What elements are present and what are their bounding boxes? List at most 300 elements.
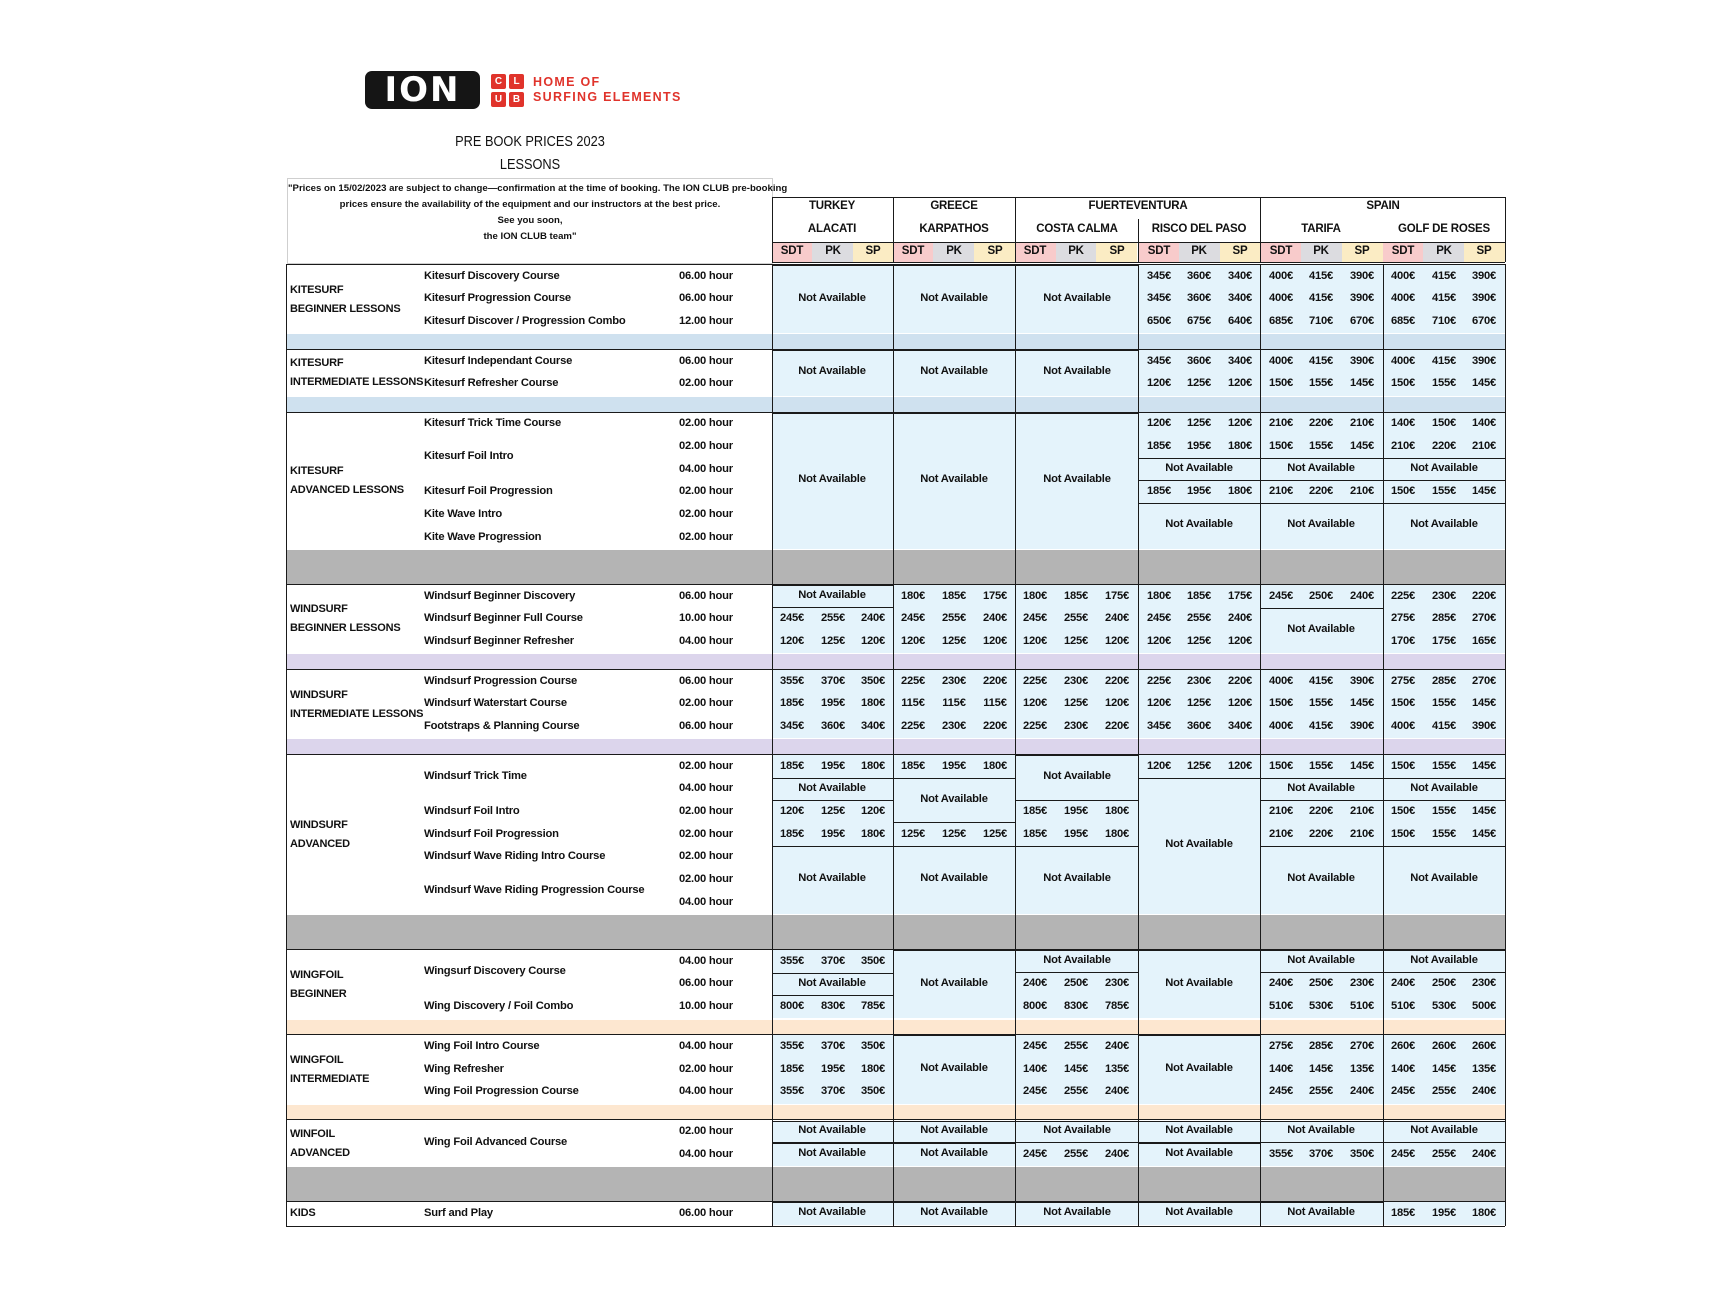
grid-line	[772, 550, 773, 584]
grid-line	[772, 349, 773, 397]
price: 360€	[1186, 355, 1212, 367]
section-label-line: BEGINNER LESSONS	[290, 622, 401, 634]
course-name: Kitesurf Discovery Course	[424, 270, 560, 282]
price: 225€	[1022, 675, 1048, 687]
price: 135€	[1471, 1063, 1497, 1075]
grid-line	[1260, 1105, 1261, 1119]
section-separator	[286, 397, 1505, 412]
grid-line	[286, 334, 287, 349]
price: 230€	[1063, 720, 1089, 732]
course-duration: 06.00 hour	[679, 355, 733, 367]
price: 230€	[1349, 977, 1375, 989]
price: 120€	[1146, 417, 1172, 429]
grid-line	[1383, 1020, 1384, 1034]
section-separator	[286, 550, 1505, 584]
course-name: Kitesurf Trick Time Course	[424, 417, 561, 429]
grid-line	[1138, 1119, 1139, 1167]
price: 250€	[1308, 977, 1334, 989]
course-duration: 04.00 hour	[679, 463, 733, 475]
price: 390€	[1349, 675, 1375, 687]
price: 255€	[1431, 1148, 1457, 1160]
course-duration: 02.00 hour	[679, 531, 733, 543]
price: 285€	[1431, 612, 1457, 624]
grid-line	[1015, 412, 1016, 550]
level-header: PK	[1313, 245, 1329, 257]
price: 360€	[1186, 720, 1212, 732]
course-duration: 02.00 hour	[679, 850, 733, 862]
price: 250€	[1308, 590, 1334, 602]
not-available-label: Not Available	[1043, 1206, 1111, 1218]
grid-line	[772, 1020, 773, 1034]
price: 240€	[1104, 1148, 1130, 1160]
section-label	[290, 600, 401, 638]
grid-line	[772, 949, 773, 1020]
price: 175€	[1104, 590, 1130, 602]
course-duration: 12.00 hour	[679, 315, 733, 327]
price: 245€	[1022, 1040, 1048, 1052]
grid-line	[1505, 397, 1506, 412]
price: 245€	[1390, 1085, 1416, 1097]
price: 390€	[1349, 355, 1375, 367]
price: 240€	[1349, 1085, 1375, 1097]
grid-line	[893, 550, 894, 584]
price: 390€	[1349, 270, 1375, 282]
course-duration: 02.00 hour	[679, 440, 733, 452]
price: 240€	[1471, 1148, 1497, 1160]
country-header: GREECE	[930, 200, 978, 212]
price: 220€	[1104, 720, 1130, 732]
price: 220€	[1104, 675, 1130, 687]
course-duration: 04.00 hour	[679, 635, 733, 647]
price: 285€	[1308, 1040, 1334, 1052]
price: 800€	[779, 1000, 805, 1012]
price: 195€	[820, 828, 846, 840]
grid-line	[1260, 584, 1261, 654]
price: 120€	[1022, 635, 1048, 647]
grid-line	[772, 739, 773, 754]
price: 400€	[1390, 355, 1416, 367]
section-label-line: BEGINNER	[290, 988, 347, 1000]
tagline-line: HOME OF	[533, 75, 601, 89]
not-available-label: Not Available	[1043, 770, 1111, 782]
price: 260€	[1390, 1040, 1416, 1052]
not-available-label: Not Available	[920, 1147, 988, 1159]
course-duration: 02.00 hour	[679, 1125, 733, 1137]
not-available-label: Not Available	[1287, 782, 1355, 794]
price: 185€	[779, 760, 805, 772]
grid-line	[1383, 1034, 1384, 1105]
grid-line	[1383, 264, 1384, 334]
price: 830€	[1063, 1000, 1089, 1012]
section-separator	[286, 1020, 1505, 1034]
price: 255€	[941, 612, 967, 624]
not-available-label: Not Available	[920, 1206, 988, 1218]
price: 180€	[860, 760, 886, 772]
price: 800€	[1022, 1000, 1048, 1012]
not-available-label: Not Available	[1287, 623, 1355, 635]
course-duration: 04.00 hour	[679, 955, 733, 967]
not-available-label: Not Available	[1165, 462, 1233, 474]
grid-line	[893, 584, 894, 654]
price: 125€	[1186, 417, 1212, 429]
grid-line	[1383, 550, 1384, 584]
grid-line	[286, 397, 287, 412]
price: 145€	[1471, 697, 1497, 709]
level-header: SDT	[901, 245, 925, 257]
course-duration: 02.00 hour	[679, 760, 733, 772]
price: 210€	[1349, 485, 1375, 497]
section-separator	[286, 739, 1505, 754]
price: 530€	[1431, 1000, 1457, 1012]
grid-line	[772, 654, 773, 669]
grid-line	[1505, 1119, 1506, 1167]
price: 245€	[1390, 1148, 1416, 1160]
grid-line	[772, 669, 773, 739]
price: 350€	[860, 1085, 886, 1097]
grid-line	[1505, 949, 1506, 1020]
grid-line	[286, 1034, 1505, 1035]
price: 225€	[1146, 675, 1172, 687]
course-name: Windsurf Waterstart Course	[424, 697, 567, 709]
price: 255€	[1063, 1148, 1089, 1160]
price: 255€	[1431, 1085, 1457, 1097]
price: 370€	[820, 1085, 846, 1097]
level-header: SP	[1476, 245, 1492, 257]
grid-line	[1015, 197, 1016, 262]
price: 180€	[1471, 1207, 1497, 1219]
grid-line	[1015, 349, 1016, 397]
grid-line	[1015, 397, 1016, 412]
price: 230€	[1063, 675, 1089, 687]
grid-line	[1383, 349, 1384, 397]
grid-line	[1015, 1034, 1016, 1105]
price: 120€	[1146, 697, 1172, 709]
price: 145€	[1471, 828, 1497, 840]
grid-line	[286, 654, 287, 669]
grid-line	[1015, 915, 1016, 949]
note-line: the ION CLUB team"	[483, 231, 577, 242]
price: 180€	[860, 697, 886, 709]
price: 150€	[1390, 805, 1416, 817]
grid-line	[1015, 949, 1016, 1020]
grid-line	[286, 412, 287, 550]
not-available-label: Not Available	[1165, 838, 1233, 850]
price: 360€	[1186, 292, 1212, 304]
price: 195€	[820, 760, 846, 772]
club-letter: B	[509, 92, 524, 107]
not-available-label: Not Available	[1410, 954, 1478, 966]
course-duration: 06.00 hour	[679, 590, 733, 602]
price: 180€	[900, 590, 926, 602]
note-line: See you soon,	[497, 215, 563, 226]
grid-line	[1138, 219, 1139, 262]
grid-line	[1138, 915, 1139, 949]
price: 400€	[1390, 270, 1416, 282]
price: 210€	[1268, 828, 1294, 840]
price: 270€	[1471, 675, 1497, 687]
course-duration: 04.00 hour	[679, 896, 733, 908]
not-available-label: Not Available	[1165, 518, 1233, 530]
course-duration: 02.00 hour	[679, 1063, 733, 1075]
grid-line	[772, 584, 773, 654]
price: 415€	[1308, 675, 1334, 687]
not-available-label: Not Available	[920, 473, 988, 485]
grid-line	[1015, 739, 1016, 754]
not-available-label: Not Available	[1410, 518, 1478, 530]
grid-line	[1015, 550, 1016, 584]
not-available-label: Not Available	[920, 793, 988, 805]
club-letter: C	[491, 74, 506, 89]
grid-line	[1383, 334, 1384, 349]
grid-line	[1138, 550, 1139, 584]
grid-line	[1015, 1105, 1016, 1119]
grid-line	[286, 584, 1505, 585]
price: 255€	[1063, 1040, 1089, 1052]
price: 245€	[779, 612, 805, 624]
price: 230€	[941, 675, 967, 687]
grid-line	[1015, 654, 1016, 669]
grid-line	[772, 197, 773, 262]
grid-line	[286, 1020, 287, 1034]
price: 240€	[1268, 977, 1294, 989]
price: 415€	[1431, 270, 1457, 282]
price: 230€	[941, 720, 967, 732]
price: 240€	[1104, 1085, 1130, 1097]
section-label-line: KIDS	[290, 1207, 316, 1219]
price: 220€	[1431, 440, 1457, 452]
price: 510€	[1268, 1000, 1294, 1012]
note-line: "Prices on 15/02/2023 are subject to change—confirmation at the time of booking. The ION CLUB pre-booking	[288, 183, 788, 194]
price: 180€	[860, 828, 886, 840]
section-separator	[286, 334, 1505, 349]
section-label	[290, 686, 423, 724]
price: 120€	[1227, 377, 1253, 389]
price: 415€	[1431, 720, 1457, 732]
price: 155€	[1431, 805, 1457, 817]
grid-line	[286, 1105, 287, 1119]
grid-line	[772, 197, 1505, 198]
section-label-line: INTERMEDIATE LESSONS	[290, 708, 424, 720]
not-available-label: Not Available	[1410, 462, 1478, 474]
grid-line	[772, 1167, 773, 1201]
section-label-line: ADVANCED	[290, 1147, 350, 1159]
grid-line	[1138, 1167, 1139, 1201]
section-label	[290, 966, 346, 1004]
price: 220€	[982, 720, 1008, 732]
price: 180€	[860, 1063, 886, 1075]
grid-line	[1260, 1020, 1261, 1034]
grid-line	[286, 1119, 287, 1167]
price: 400€	[1390, 292, 1416, 304]
price: 415€	[1431, 292, 1457, 304]
price: 145€	[1349, 377, 1375, 389]
price: 685€	[1390, 315, 1416, 327]
price: 245€	[1146, 612, 1172, 624]
grid-line	[1015, 1020, 1016, 1034]
price: 120€	[1227, 417, 1253, 429]
grid-line	[1260, 334, 1261, 349]
grid-line	[1260, 654, 1261, 669]
section-separator	[286, 654, 1505, 669]
course-name: Windsurf Beginner Refresher	[424, 635, 574, 647]
price: 145€	[1471, 377, 1497, 389]
price: 400€	[1268, 270, 1294, 282]
price: 370€	[1308, 1148, 1334, 1160]
price: 370€	[820, 1040, 846, 1052]
course-name: Windsurf Wave Riding Progression Course	[424, 884, 645, 896]
grid-line	[893, 1167, 894, 1201]
course-name: Windsurf Beginner Full Course	[424, 612, 583, 624]
not-available-label: Not Available	[798, 782, 866, 794]
grid-line	[1138, 1201, 1139, 1226]
section-label-line: WINGFOIL	[290, 1054, 344, 1066]
grid-line	[1260, 264, 1261, 334]
grid-line	[1015, 754, 1016, 915]
grid-line	[1260, 739, 1261, 754]
price: 260€	[1471, 1040, 1497, 1052]
course-name: Kitesurf Foil Progression	[424, 485, 553, 497]
level-header: SDT	[1269, 245, 1293, 257]
price: 785€	[860, 1000, 886, 1012]
grid-line	[1505, 1020, 1506, 1034]
price: 145€	[1431, 1063, 1457, 1075]
grid-line	[1138, 1020, 1139, 1034]
price: 370€	[820, 955, 846, 967]
course-duration: 06.00 hour	[679, 1207, 733, 1219]
section-label-line: KITESURF	[290, 284, 344, 296]
not-available-label: Not Available	[1043, 473, 1111, 485]
price: 510€	[1349, 1000, 1375, 1012]
grid-line	[772, 1105, 773, 1119]
location-header: GOLF DE ROSES	[1398, 223, 1490, 235]
price: 125€	[982, 828, 1008, 840]
price: 125€	[1063, 697, 1089, 709]
location-header: COSTA CALMA	[1036, 223, 1118, 235]
grid-line	[772, 262, 1505, 263]
grid-line	[1505, 654, 1506, 669]
price: 150€	[1390, 697, 1416, 709]
price: 145€	[1308, 1063, 1334, 1075]
price: 195€	[1186, 440, 1212, 452]
location-header: ALACATI	[807, 223, 857, 235]
grid-line	[772, 412, 773, 550]
price: 125€	[1063, 635, 1089, 647]
price: 145€	[1471, 805, 1497, 817]
grid-line	[1383, 1167, 1384, 1201]
level-header: SDT	[1023, 245, 1047, 257]
course-name: Wing Foil Progression Course	[424, 1085, 579, 1097]
price: 125€	[820, 635, 846, 647]
grid-line	[1383, 584, 1384, 654]
price: 150€	[1268, 760, 1294, 772]
course-name: Wing Refresher	[424, 1063, 504, 1075]
ion-logo: ION	[365, 71, 480, 109]
grid-line	[893, 1034, 894, 1105]
price: 185€	[779, 697, 805, 709]
price: 240€	[1104, 1040, 1130, 1052]
price: 185€	[1022, 805, 1048, 817]
price: 340€	[1227, 720, 1253, 732]
price: 415€	[1308, 720, 1334, 732]
grid-line	[1138, 754, 1139, 915]
grid-line	[286, 949, 287, 1020]
course-duration: 04.00 hour	[679, 1085, 733, 1097]
price: 245€	[1022, 612, 1048, 624]
price: 155€	[1431, 760, 1457, 772]
grid-line	[1138, 334, 1139, 349]
grid-line	[1138, 584, 1139, 654]
price: 415€	[1308, 292, 1334, 304]
price: 150€	[1431, 417, 1457, 429]
not-available-label: Not Available	[798, 977, 866, 989]
level-header: PK	[1436, 245, 1452, 257]
price: 510€	[1390, 1000, 1416, 1012]
grid-line	[286, 669, 287, 739]
price: 390€	[1471, 292, 1497, 304]
grid-line	[1015, 1201, 1016, 1226]
price: 340€	[1227, 270, 1253, 282]
not-available-label: Not Available	[798, 589, 866, 601]
price: 125€	[941, 635, 967, 647]
grid-line	[893, 1105, 894, 1119]
grid-line	[893, 754, 894, 915]
price: 355€	[779, 1085, 805, 1097]
section-separator	[286, 915, 1505, 949]
grid-line	[1383, 915, 1384, 949]
price: 685€	[1268, 315, 1294, 327]
course-name: Windsurf Progression Course	[424, 675, 578, 687]
grid-line	[1383, 669, 1384, 739]
price: 120€	[982, 635, 1008, 647]
grid-line	[1505, 1034, 1506, 1105]
price: 140€	[1268, 1063, 1294, 1075]
course-duration: 04.00 hour	[679, 1040, 733, 1052]
price: 175€	[1227, 590, 1253, 602]
price: 240€	[982, 612, 1008, 624]
grid-line	[772, 1201, 773, 1226]
price: 145€	[1471, 760, 1497, 772]
grid-line	[1260, 412, 1261, 550]
price: 240€	[1349, 590, 1375, 602]
price: 145€	[1063, 1063, 1089, 1075]
price: 260€	[1431, 1040, 1457, 1052]
course-name: Kitesurf Foil Intro	[424, 450, 514, 462]
section-label-line: INTERMEDIATE	[290, 1073, 370, 1085]
section-label-line: ADVANCED LESSONS	[290, 484, 404, 496]
not-available-label: Not Available	[1410, 1124, 1478, 1136]
price: 220€	[1471, 590, 1497, 602]
price: 355€	[779, 955, 805, 967]
level-header: SP	[1109, 245, 1125, 257]
grid-line	[1383, 412, 1384, 550]
price: 155€	[1308, 697, 1334, 709]
section-label	[290, 816, 350, 854]
grid-line	[1260, 550, 1261, 584]
location-header: RISCO DEL PASO	[1151, 223, 1247, 235]
grid-line	[286, 949, 1505, 950]
price: 250€	[1431, 977, 1457, 989]
price: 120€	[860, 635, 886, 647]
not-available-label: Not Available	[1165, 977, 1233, 989]
price: 210€	[1268, 805, 1294, 817]
grid-line	[1505, 669, 1506, 739]
grid-line	[286, 550, 287, 584]
course-duration: 02.00 hour	[679, 828, 733, 840]
not-available-label: Not Available	[1287, 954, 1355, 966]
grid-line	[772, 397, 773, 412]
grid-line	[1505, 1201, 1506, 1226]
course-name: Kitesurf Refresher Course	[424, 377, 559, 389]
